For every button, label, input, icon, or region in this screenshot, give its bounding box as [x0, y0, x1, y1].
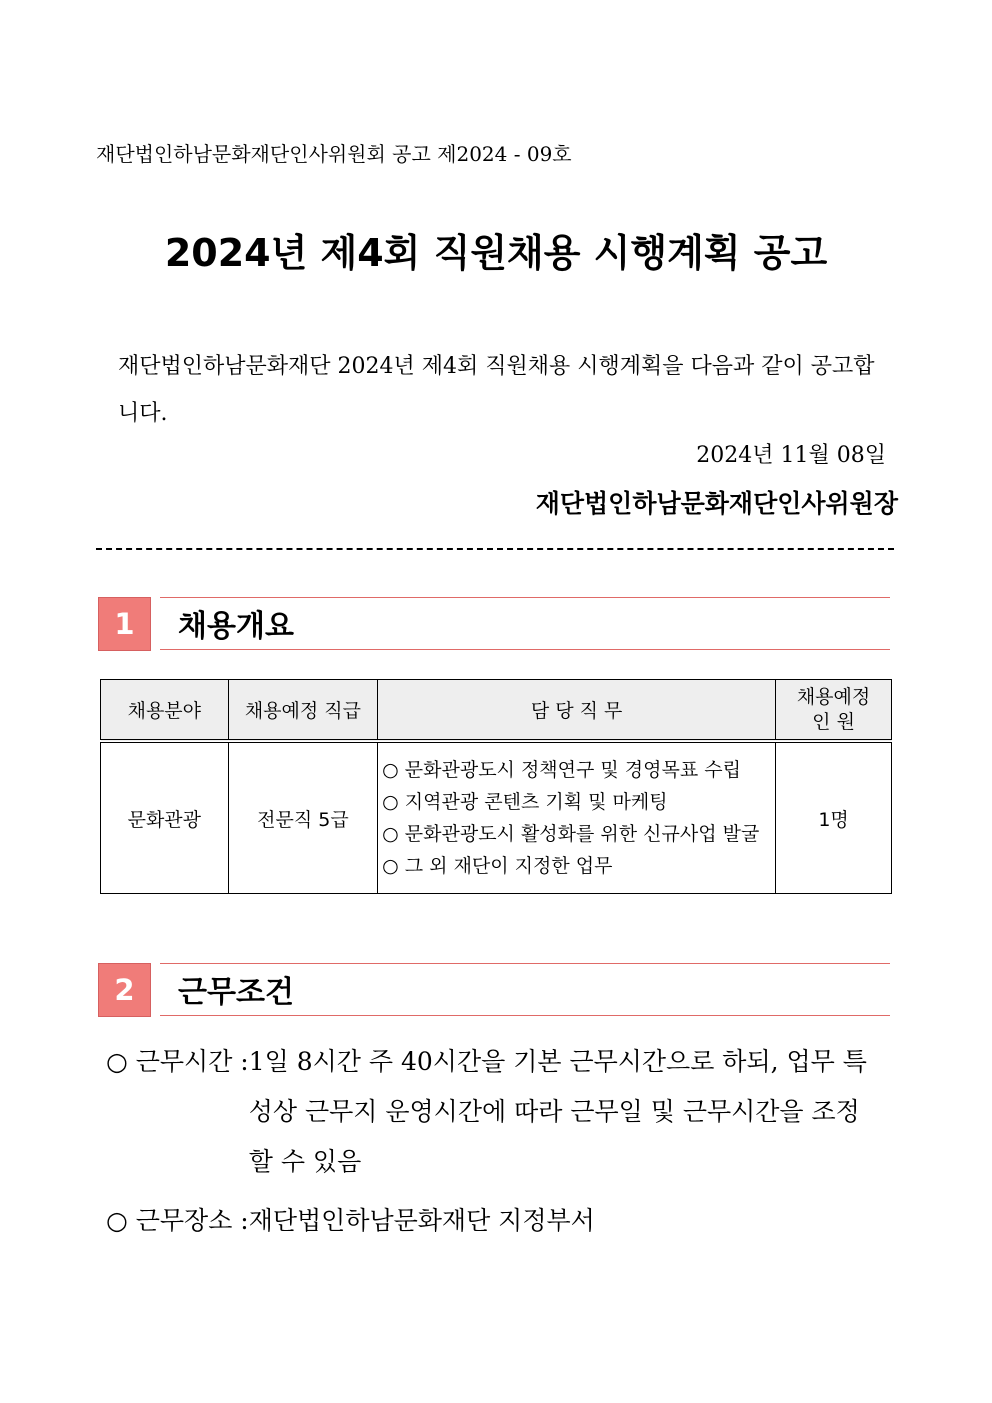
work-hours-item: [106, 1037, 877, 1187]
cell-field: 문화관광: [101, 741, 229, 894]
cell-headcount: 1명: [776, 741, 892, 894]
overview-table: [100, 679, 892, 894]
cell-grade: 전문직 5급: [228, 741, 378, 894]
duty-item: ○ 문화관광도시 활성화를 위한 신규사업 발굴: [382, 823, 760, 845]
section-1-header: [98, 597, 890, 651]
section-1-number: 1: [98, 597, 151, 651]
header-headcount: 채용예정 인 원: [776, 680, 892, 742]
section-2-title: 근무조건: [178, 975, 294, 1010]
divider: [96, 548, 894, 550]
notice-date: 2024년 11월 08일: [696, 443, 886, 468]
work-place-text: 재단법인하남문화재단 지정부서: [248, 1206, 595, 1235]
intro-text: 재단법인하남문화재단 2024년 제4회 직원채용 시행계획을 다음과 같이 공고합니다.: [118, 354, 875, 426]
section-line: [160, 597, 890, 598]
section-1-title: 채용개요: [178, 609, 294, 644]
work-place-item: [106, 1196, 595, 1246]
cell-duties: [378, 741, 776, 894]
section-line: [160, 963, 890, 964]
duty-item: ○ 그 외 재단이 지정한 업무: [382, 855, 613, 877]
header-duties: 담 당 직 무: [378, 680, 776, 742]
page-title: 2024년 제4회 직원채용 시행계획 공고: [164, 231, 828, 275]
notice-number: 재단법인하남문화재단인사위원회 공고 제2024 - 09호: [96, 142, 572, 166]
section-2-header: [98, 963, 890, 1017]
header-field: 채용분야: [101, 680, 229, 742]
work-hours-text: 1일 8시간 주 40시간을 기본 근무시간으로 하되, 업무 특성상 근무지 운영시간에 따라 근무일 및 근무시간을 조정할 수 있음: [248, 1047, 867, 1176]
signer: 재단법인하남문화재단인사위원장: [535, 489, 898, 518]
work-hours-label: ○ 근무시간 :: [106, 1047, 249, 1076]
section-2-number: 2: [98, 963, 151, 1017]
section-line: [160, 649, 890, 650]
header-grade: 채용예정 직급: [228, 680, 378, 742]
table-header-row: [101, 680, 892, 742]
duty-item: ○ 지역관광 콘텐츠 기획 및 마케팅: [382, 791, 668, 813]
work-place-label: ○ 근무장소 :: [106, 1206, 249, 1235]
table-row: [101, 741, 892, 894]
section-line: [160, 1015, 890, 1016]
duty-item: ○ 문화관광도시 정책연구 및 경영목표 수립: [382, 759, 741, 781]
